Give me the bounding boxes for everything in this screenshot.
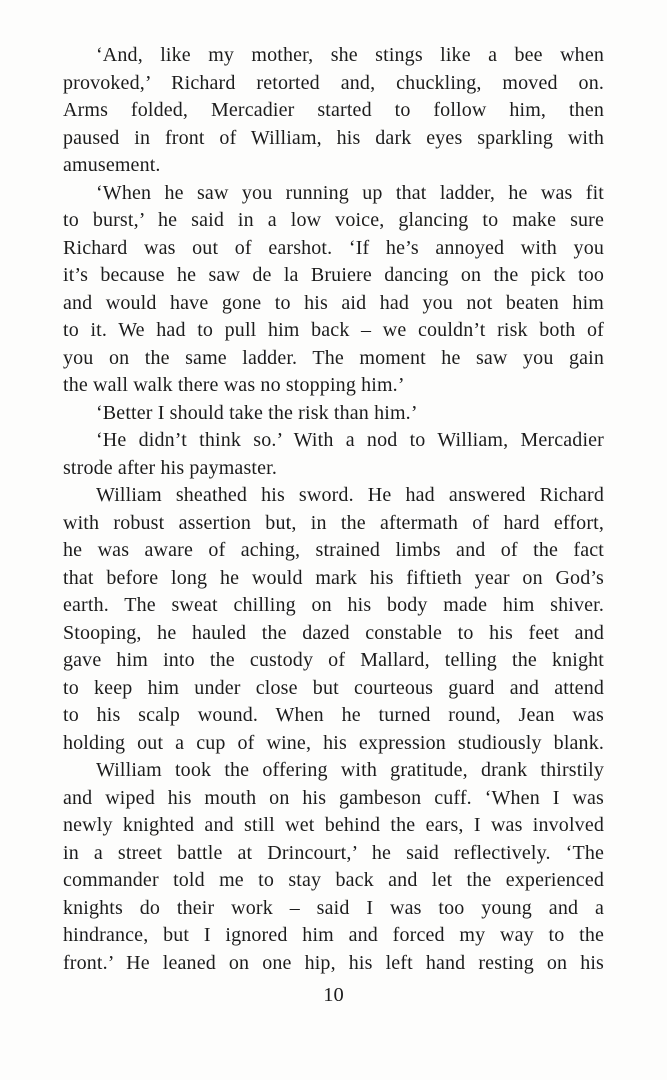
page-number: 10: [323, 984, 344, 1006]
text-line: holding out a cup of wine, his expression studiously blank.: [63, 731, 604, 754]
text-line: strode after his paymaster.: [63, 456, 277, 479]
text-line: he was aware of aching, strained limbs and of the fact: [63, 539, 604, 561]
text-line: commander told me to stay back and let the experienced: [63, 869, 604, 891]
text-line: ‘Better I should take the risk than him.’: [96, 401, 418, 424]
text-line: to his scalp wound. When he turned round, Jean was: [63, 704, 604, 726]
text-line: to burst,’ he said in a low voice, glancing to make sure: [63, 209, 604, 231]
text-line: provoked,’ Richard retorted and, chuckling, moved on.: [63, 71, 604, 94]
text-line: to it. We had to pull him back – we couldn’t risk both of: [63, 319, 604, 341]
text-block: [63, 42, 604, 977]
text-line: you on the same ladder. The moment he saw you gain: [63, 346, 604, 369]
text-line: amusement.: [63, 154, 161, 176]
text-line: gave him into the custody of Mallard, telling the knight: [63, 649, 604, 671]
text-line: ‘And, like my mother, she stings like a bee when: [96, 44, 604, 66]
text-line: Stooping, he hauled the dazed constable to his feet and: [63, 621, 604, 644]
text-line: Richard was out of earshot. ‘If he’s annoyed with you: [63, 236, 604, 259]
text-line: paused in front of William, his dark eyes sparkling with: [63, 126, 604, 149]
text-line: and wiped his mouth on his gambeson cuff. ‘When I was: [63, 786, 604, 809]
text-line: knights do their work – said I was too young and a: [63, 896, 604, 919]
text-line: in a street battle at Drincourt,’ he said reflectively. ‘The: [63, 841, 604, 864]
text-line: William took the offering with gratitude, drank thirstily: [96, 759, 604, 781]
text-line: the wall walk there was no stopping him.’: [63, 374, 405, 396]
paragraph: [63, 180, 604, 400]
text-line: to keep him under close but courteous guard and attend: [63, 676, 604, 699]
paragraph: [63, 42, 604, 180]
text-line: Arms folded, Mercadier started to follow him, then: [63, 99, 604, 121]
text-line: hindrance, but I ignored him and forced my way to the: [63, 924, 604, 946]
text-line: it’s because he saw de la Bruiere dancing on the pick too: [63, 264, 604, 286]
text-line: ‘When he saw you running up that ladder, he was fit: [96, 181, 604, 204]
text-line: that before long he would mark his fiftieth year on God’s: [63, 566, 604, 589]
text-line: ‘He didn’t think so.’ With a nod to William, Mercadier: [96, 429, 604, 451]
page-footer: [63, 983, 604, 1007]
paragraph: [63, 757, 604, 977]
paragraph: [63, 400, 604, 428]
text-line: front.’ He leaned on one hip, his left hand resting on his: [63, 951, 604, 974]
text-line: newly knighted and still wet behind the ears, I was involved: [63, 814, 604, 836]
text-line: William sheathed his sword. He had answered Richard: [96, 484, 604, 506]
paragraph: [63, 427, 604, 482]
text-line: earth. The sweat chilling on his body made him shiver.: [63, 594, 604, 616]
paragraph: [63, 482, 604, 757]
text-line: and would have gone to his aid had you not beaten him: [63, 291, 604, 314]
text-line: with robust assertion but, in the aftermath of hard effort,: [63, 511, 604, 534]
